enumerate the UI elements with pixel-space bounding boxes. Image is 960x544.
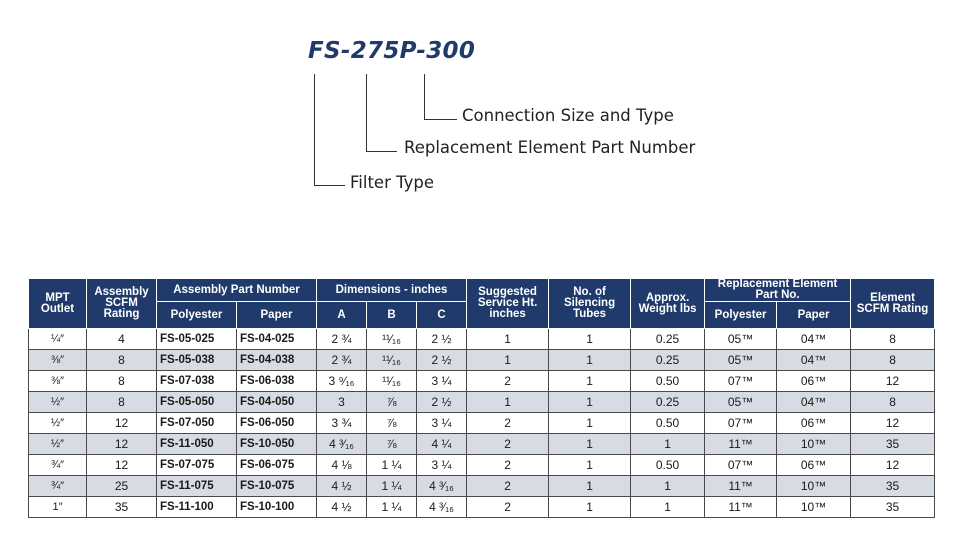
header-paper: Paper [237,302,317,329]
cell-service-ht: 2 [467,455,549,476]
cell-rep-paper: 04™ [777,350,851,371]
part-code-title: FS-275P-300 [308,38,476,64]
cell-weight: 0.50 [631,455,705,476]
cell-weight: 1 [631,476,705,497]
cell-mpt-outlet: ½″ [29,413,87,434]
table-row [29,434,935,455]
cell-assembly-scfm: 8 [87,392,157,413]
cell-dim-b: 1 ¼ [367,497,417,518]
cell-dim-a: 4 ½ [317,476,367,497]
cell-dim-b: 1 ¼ [367,476,417,497]
cell-dim-a: 2 ¾ [317,350,367,371]
cell-element-scfm: 12 [851,371,935,392]
header-dim-b: B [367,302,417,329]
cell-rep-polyester: 05™ [705,392,777,413]
callout-filter-type: Filter Type [350,173,435,192]
cell-silencing-tubes: 1 [549,497,631,518]
connection-bracket [424,74,457,120]
cell-assembly-scfm: 8 [87,371,157,392]
header-element-scfm: Element SCFM Rating [851,279,935,329]
cell-weight: 0.25 [631,329,705,350]
cell-dim-b: ¹¹⁄₁₆ [367,350,417,371]
cell-weight: 0.25 [631,350,705,371]
cell-paper-part: FS-04-038 [237,350,317,371]
cell-dim-b: ⅞ [367,413,417,434]
table-row [29,350,935,371]
table-row [29,392,935,413]
cell-service-ht: 2 [467,371,549,392]
cell-mpt-outlet: ¾″ [29,455,87,476]
cell-polyester-part: FS-05-050 [157,392,237,413]
cell-dim-a: 4 ³⁄₁₆ [317,434,367,455]
cell-silencing-tubes: 1 [549,476,631,497]
cell-assembly-scfm: 8 [87,350,157,371]
cell-element-scfm: 35 [851,434,935,455]
header-rep-polyester: Polyester [705,302,777,329]
cell-paper-part: FS-06-038 [237,371,317,392]
cell-dim-c: 4 ³⁄₁₆ [417,476,467,497]
cell-silencing-tubes: 1 [549,371,631,392]
cell-service-ht: 2 [467,434,549,455]
cell-assembly-scfm: 12 [87,413,157,434]
cell-assembly-scfm: 12 [87,434,157,455]
header-service-ht: Suggested Service Ht. inches [467,279,549,329]
cell-rep-polyester: 11™ [705,476,777,497]
cell-paper-part: FS-10-100 [237,497,317,518]
cell-rep-paper: 10™ [777,434,851,455]
cell-element-scfm: 12 [851,413,935,434]
cell-element-scfm: 35 [851,476,935,497]
cell-rep-polyester: 07™ [705,413,777,434]
cell-silencing-tubes: 1 [549,392,631,413]
header-rep-paper: Paper [777,302,851,329]
cell-rep-paper: 06™ [777,371,851,392]
cell-polyester-part: FS-05-025 [157,329,237,350]
cell-mpt-outlet: ¾″ [29,476,87,497]
header-dimensions: Dimensions - inches [317,279,467,302]
cell-dim-b: ¹¹⁄₁₆ [367,371,417,392]
cell-paper-part: FS-10-050 [237,434,317,455]
cell-rep-paper: 10™ [777,476,851,497]
cell-rep-paper: 06™ [777,455,851,476]
cell-weight: 0.25 [631,392,705,413]
cell-paper-part: FS-04-050 [237,392,317,413]
cell-mpt-outlet: ⅜″ [29,371,87,392]
table-row [29,497,935,518]
cell-element-scfm: 12 [851,455,935,476]
header-polyester: Polyester [157,302,237,329]
cell-polyester-part: FS-07-050 [157,413,237,434]
spec-table [28,278,935,518]
cell-polyester-part: FS-11-100 [157,497,237,518]
cell-polyester-part: FS-11-050 [157,434,237,455]
cell-rep-polyester: 11™ [705,434,777,455]
cell-dim-a: 3 ¾ [317,413,367,434]
table-row [29,476,935,497]
cell-assembly-scfm: 12 [87,455,157,476]
cell-paper-part: FS-06-075 [237,455,317,476]
cell-dim-c: 2 ½ [417,329,467,350]
header-weight: Approx. Weight lbs [631,279,705,329]
cell-rep-polyester: 05™ [705,350,777,371]
cell-dim-a: 3 [317,392,367,413]
cell-weight: 1 [631,434,705,455]
cell-service-ht: 1 [467,392,549,413]
cell-paper-part: FS-04-025 [237,329,317,350]
cell-polyester-part: FS-05-038 [157,350,237,371]
cell-silencing-tubes: 1 [549,455,631,476]
cell-service-ht: 1 [467,329,549,350]
cell-element-scfm: 8 [851,392,935,413]
cell-rep-polyester: 11™ [705,497,777,518]
spec-table-body [29,329,935,518]
cell-silencing-tubes: 1 [549,413,631,434]
table-row [29,371,935,392]
cell-dim-b: ⅞ [367,392,417,413]
cell-dim-c: 4 ³⁄₁₆ [417,497,467,518]
cell-dim-c: 2 ½ [417,392,467,413]
cell-weight: 0.50 [631,371,705,392]
cell-silencing-tubes: 1 [549,329,631,350]
cell-element-scfm: 8 [851,329,935,350]
cell-service-ht: 2 [467,413,549,434]
header-silencing-tubes: No. of Silencing Tubes [549,279,631,329]
header-replacement-element: Replacement Element Part No. [705,279,851,302]
cell-polyester-part: FS-11-075 [157,476,237,497]
cell-service-ht: 2 [467,476,549,497]
cell-rep-paper: 04™ [777,329,851,350]
filter-type-bracket [314,74,345,186]
cell-rep-polyester: 05™ [705,329,777,350]
table-row [29,329,935,350]
header-assembly-scfm: Assembly SCFM Rating [87,279,157,329]
table-row [29,455,935,476]
cell-silencing-tubes: 1 [549,434,631,455]
cell-dim-a: 4 ⅛ [317,455,367,476]
cell-mpt-outlet: ⅜″ [29,350,87,371]
cell-dim-c: 3 ¼ [417,455,467,476]
cell-polyester-part: FS-07-075 [157,455,237,476]
cell-silencing-tubes: 1 [549,350,631,371]
cell-rep-polyester: 07™ [705,371,777,392]
cell-service-ht: 2 [467,497,549,518]
cell-polyester-part: FS-07-038 [157,371,237,392]
cell-mpt-outlet: ½″ [29,392,87,413]
header-dim-a: A [317,302,367,329]
cell-mpt-outlet: 1″ [29,497,87,518]
cell-dim-a: 2 ¾ [317,329,367,350]
cell-mpt-outlet: ¼″ [29,329,87,350]
callout-replacement: Replacement Element Part Number [404,138,696,157]
cell-rep-polyester: 07™ [705,455,777,476]
table-row [29,413,935,434]
cell-element-scfm: 8 [851,350,935,371]
header-dim-c: C [417,302,467,329]
cell-weight: 0.50 [631,413,705,434]
callout-connection: Connection Size and Type [462,106,674,125]
cell-assembly-scfm: 35 [87,497,157,518]
cell-dim-a: 3 ⁹⁄₁₆ [317,371,367,392]
cell-dim-b: ⅞ [367,434,417,455]
cell-rep-paper: 06™ [777,413,851,434]
cell-assembly-scfm: 25 [87,476,157,497]
cell-element-scfm: 35 [851,497,935,518]
cell-dim-c: 2 ½ [417,350,467,371]
cell-mpt-outlet: ½″ [29,434,87,455]
cell-dim-c: 3 ¼ [417,413,467,434]
replacement-bracket [366,74,397,152]
cell-dim-b: 1 ¼ [367,455,417,476]
cell-paper-part: FS-10-075 [237,476,317,497]
header-mpt-outlet: MPT Outlet [29,279,87,329]
cell-dim-c: 4 ¼ [417,434,467,455]
cell-rep-paper: 04™ [777,392,851,413]
cell-dim-a: 4 ½ [317,497,367,518]
cell-dim-b: ¹¹⁄₁₆ [367,329,417,350]
cell-paper-part: FS-06-050 [237,413,317,434]
cell-dim-c: 3 ¼ [417,371,467,392]
header-assembly-part-number: Assembly Part Number [157,279,317,302]
cell-service-ht: 1 [467,350,549,371]
cell-weight: 1 [631,497,705,518]
cell-assembly-scfm: 4 [87,329,157,350]
cell-rep-paper: 10™ [777,497,851,518]
